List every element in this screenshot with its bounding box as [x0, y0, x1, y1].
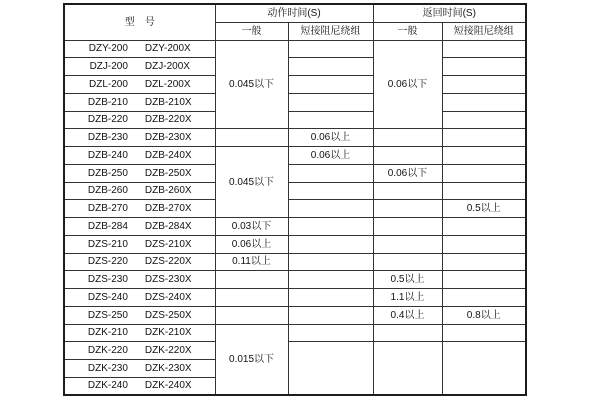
model-cell: [64, 40, 215, 58]
action-general-cell: [215, 129, 288, 147]
model-name-variant: DZS-240X: [144, 291, 192, 303]
model-cell: [64, 164, 215, 182]
model-cell: [64, 200, 215, 218]
model-name-primary: DZB-210: [87, 96, 128, 108]
return-damping-cell: [442, 129, 526, 147]
return-general-cell: [373, 253, 442, 271]
model-name-primary: DZL-200: [89, 78, 128, 90]
model-name-primary: DZB-240: [87, 149, 128, 161]
table-row: [64, 58, 526, 76]
return-general-cell: 0.06以下: [373, 164, 442, 182]
return-damping-cell: [442, 93, 526, 111]
model-name-variant: DZB-284X: [144, 220, 192, 232]
table-row: [64, 200, 526, 218]
model-name-variant: DZB-220X: [144, 114, 192, 126]
return-general-cell: 0.4以上: [373, 306, 442, 324]
model-name-variant: DZB-230X: [144, 132, 192, 144]
model-name-primary: DZS-220: [87, 256, 128, 268]
spec-table: [63, 3, 527, 396]
action-damping-cell: [288, 289, 373, 307]
action-damping-cell: [288, 218, 373, 236]
table-body: [64, 40, 526, 395]
model-name-variant: DZY-200X: [144, 43, 191, 55]
header-action-time: 动作时间(S): [215, 4, 373, 22]
action-damping-cell: [288, 253, 373, 271]
model-cell: [64, 324, 215, 342]
table-row: [64, 182, 526, 200]
model-cell: [64, 93, 215, 111]
model-cell: [64, 58, 215, 76]
return-damping-cell: [442, 40, 526, 58]
table-row: [64, 111, 526, 129]
return-damping-cell: 0.8以上: [442, 306, 526, 324]
action-damping-cell: [288, 324, 373, 342]
model-name-primary: DZB-270: [87, 203, 128, 215]
header-action-damping: 短接阻尼绕组: [288, 22, 373, 40]
model-cell: [64, 289, 215, 307]
model-cell: [64, 235, 215, 253]
table-row: [64, 324, 526, 342]
return-damping-cell: [442, 147, 526, 165]
table-row: [64, 218, 526, 236]
return-damping-cell: 0.5以上: [442, 200, 526, 218]
return-damping-cell: [442, 58, 526, 76]
model-name-primary: DZB-260: [87, 185, 128, 197]
action-damping-cell: [288, 111, 373, 129]
model-name-variant: DZB-250X: [144, 167, 192, 179]
action-general-cell: [215, 289, 288, 307]
header-action-general: 一般: [215, 22, 288, 40]
model-name-variant: DZB-260X: [144, 185, 192, 197]
return-damping-cell: [442, 235, 526, 253]
header-return-time: 返回时间(S): [373, 4, 526, 22]
model-name-variant: DZS-230X: [144, 274, 192, 286]
action-general-cell: 0.03以下: [215, 218, 288, 236]
model-name-primary: DZB-250: [87, 167, 128, 179]
model-name-variant: DZJ-200X: [144, 61, 190, 73]
model-name-variant: DZK-210X: [144, 327, 192, 339]
action-damping-cell: [288, 182, 373, 200]
return-damping-cell: [442, 324, 526, 342]
header-model: 型 号: [64, 4, 215, 40]
table-row: [64, 289, 526, 307]
return-general-cell: 1.1以上: [373, 289, 442, 307]
action-general-cell: 0.045以下: [215, 147, 288, 218]
model-cell: [64, 218, 215, 236]
action-damping-cell: [288, 76, 373, 94]
table-row: [64, 164, 526, 182]
model-name-primary: DZY-200: [88, 43, 128, 55]
model-name-primary: DZS-240: [87, 291, 128, 303]
return-damping-cell: [442, 76, 526, 94]
model-name-primary: DZB-230: [87, 132, 128, 144]
action-general-cell: 0.11以上: [215, 253, 288, 271]
model-name-variant: DZS-220X: [144, 256, 192, 268]
action-damping-cell: [288, 200, 373, 218]
return-damping-cell: [442, 342, 526, 395]
model-name-variant: DZK-240X: [144, 380, 192, 392]
model-name-primary: DZJ-200: [89, 61, 128, 73]
model-name-variant: DZS-250X: [144, 309, 192, 321]
table-row: [64, 147, 526, 165]
action-general-cell: [215, 271, 288, 289]
table-row: [64, 40, 526, 58]
return-damping-cell: [442, 271, 526, 289]
header-return-general: 一般: [373, 22, 442, 40]
action-damping-cell: 0.06以上: [288, 147, 373, 165]
return-general-cell: [373, 235, 442, 253]
table-row: [64, 235, 526, 253]
return-damping-cell: [442, 253, 526, 271]
return-damping-cell: [442, 182, 526, 200]
return-general-cell: [373, 342, 442, 395]
action-general-cell: [215, 306, 288, 324]
model-name-primary: DZS-210: [87, 238, 128, 250]
header-return-damping: 短接阻尼绕组: [442, 22, 526, 40]
return-general-cell: [373, 129, 442, 147]
model-cell: [64, 147, 215, 165]
model-name-primary: DZK-240: [87, 380, 128, 392]
table-row: [64, 306, 526, 324]
return-damping-cell: [442, 218, 526, 236]
table-row: [64, 76, 526, 94]
model-cell: [64, 342, 215, 360]
return-damping-cell: [442, 164, 526, 182]
header-row-groups: [64, 4, 526, 22]
model-cell: [64, 377, 215, 395]
return-general-cell: [373, 182, 442, 200]
action-damping-cell: [288, 306, 373, 324]
action-damping-cell: [288, 164, 373, 182]
action-general-cell: 0.06以上: [215, 235, 288, 253]
action-damping-cell: [288, 93, 373, 111]
table-row: [64, 253, 526, 271]
model-name-variant: DZB-210X: [144, 96, 192, 108]
model-name-variant: DZK-230X: [144, 362, 192, 374]
model-name-primary: DZS-230: [87, 274, 128, 286]
action-general-cell: 0.015以下: [215, 324, 288, 395]
action-damping-cell: [288, 235, 373, 253]
return-damping-cell: [442, 111, 526, 129]
table-row: [64, 93, 526, 111]
action-general-cell: 0.045以下: [215, 40, 288, 129]
table-row: [64, 342, 526, 360]
model-name-primary: DZK-230: [87, 362, 128, 374]
model-name-primary: DZB-220: [87, 114, 128, 126]
model-cell: [64, 360, 215, 378]
model-name-variant: DZS-210X: [144, 238, 192, 250]
table-row: [64, 129, 526, 147]
action-damping-cell: [288, 58, 373, 76]
table-row: [64, 271, 526, 289]
model-cell: [64, 306, 215, 324]
model-name-variant: DZK-220X: [144, 345, 192, 357]
model-name-primary: DZB-284: [87, 220, 128, 232]
action-damping-cell: 0.06以上: [288, 129, 373, 147]
model-name-primary: DZK-220: [87, 345, 128, 357]
model-name-variant: DZB-270X: [144, 203, 192, 215]
return-general-cell: 0.06以下: [373, 40, 442, 129]
model-name-variant: DZB-240X: [144, 149, 192, 161]
model-name-primary: DZK-210: [87, 327, 128, 339]
model-cell: [64, 253, 215, 271]
model-cell: [64, 182, 215, 200]
model-name-primary: DZS-250: [87, 309, 128, 321]
model-cell: [64, 76, 215, 94]
return-general-cell: 0.5以上: [373, 271, 442, 289]
model-name-variant: DZL-200X: [144, 78, 191, 90]
model-cell: [64, 129, 215, 147]
action-damping-cell: [288, 342, 373, 395]
action-damping-cell: [288, 271, 373, 289]
model-cell: [64, 111, 215, 129]
model-cell: [64, 271, 215, 289]
return-general-cell: [373, 147, 442, 165]
return-general-cell: [373, 200, 442, 218]
table-header: [64, 4, 526, 40]
action-damping-cell: [288, 40, 373, 58]
return-general-cell: [373, 324, 442, 342]
return-general-cell: [373, 218, 442, 236]
return-damping-cell: [442, 289, 526, 307]
